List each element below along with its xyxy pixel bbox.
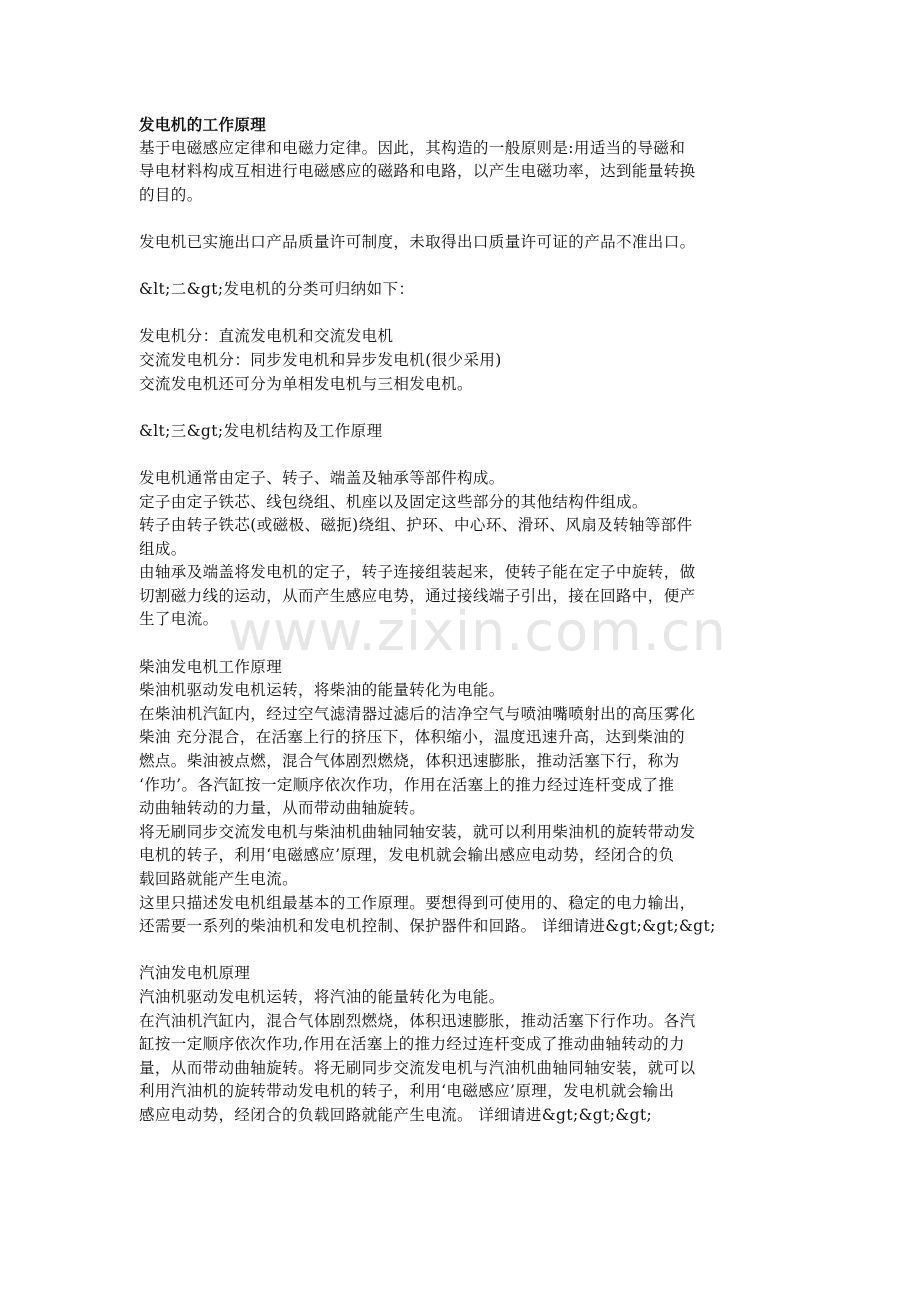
- paragraph: [139, 467, 789, 632]
- paragraph: [139, 231, 789, 255]
- paragraph-spacer: [139, 939, 789, 963]
- paragraph: [139, 278, 789, 302]
- text-line: 发电机通常由定子、转子、端盖及轴承等部件构成。: [139, 468, 505, 487]
- text-line: &lt;三&gt;发电机结构及工作原理: [139, 421, 383, 440]
- text-line: 发电机分：直流发电机和交流发电机: [139, 327, 394, 346]
- text-line: 汽油发电机原理: [139, 964, 251, 983]
- text-line: 汽油机驱动发电机运转，将汽油的能量转化为电能。: [139, 987, 505, 1006]
- text-line: 由轴承及端盖将发电机的定子，转子连接组装起来，使转子能在定子中旋转，做: [139, 563, 696, 582]
- paragraph: [139, 656, 789, 939]
- text-line: 柴油机驱动发电机运转，将柴油的能量转化为电能。: [139, 681, 505, 700]
- paragraph: [139, 962, 789, 1127]
- watermark: www.zixin.com.cn: [228, 600, 727, 663]
- text-line: 燃点。柴油被点燃，混合气体剧烈燃烧，体积迅速膨胀，推动活塞下行，称为: [139, 752, 680, 771]
- text-line: 还需要一系列的柴油机和发电机控制、保护器件和回路。 详细请进&gt;&gt;&gt;: [139, 917, 716, 936]
- paragraph-spacer: [139, 207, 789, 231]
- paragraph-spacer: [139, 396, 789, 420]
- text-line: 在柴油机汽缸内，经过空气滤清器过滤后的洁净空气与喷油嘴喷射出的高压雾化: [139, 704, 696, 723]
- text-line: 缸按一定顺序依次作功,作用在活塞上的推力经过连杆变成了推动曲轴转动的力: [139, 1035, 685, 1054]
- document-title: 发电机的工作原理: [139, 115, 267, 134]
- text-line: &lt;二&gt;发电机的分类可归纳如下：: [139, 280, 415, 299]
- paragraph: [139, 137, 789, 208]
- text-line: 感应电动势，经闭合的负载回路就能产生电流。 详细请进&gt;&gt;&gt;: [139, 1105, 653, 1124]
- document-content: [139, 137, 789, 1128]
- text-line: 交流发电机还可分为单相发电机与三相发电机。: [139, 374, 473, 393]
- text-line: 动曲轴转动的力量，从而带动曲轴旋转。: [139, 799, 426, 818]
- text-line: 导电材料构成互相进行电磁感应的磁路和电路，以产生电磁功率，达到能量转换: [139, 162, 696, 181]
- text-line: 柴油发电机工作原理: [139, 657, 283, 676]
- paragraph: [139, 420, 789, 444]
- text-line: 将无刷同步交流发电机与柴油机曲轴同轴安装，就可以利用柴油机的旋转带动发: [139, 822, 696, 841]
- text-line: 转子由转子铁芯(或磁极、磁扼)绕组、护环、中心环、滑环、风扇及转轴等部件: [139, 516, 693, 535]
- text-line: 量，从而带动曲轴旋转。将无刷同步交流发电机与汽油机曲轴同轴安装，就可以: [139, 1058, 696, 1077]
- text-line: 定子由定子铁芯、线包绕组、机座以及固定这些部分的其他结构件组成。: [139, 492, 648, 511]
- text-line: 组成。: [139, 539, 187, 558]
- text-line: 的目的。: [139, 185, 203, 204]
- text-line: 电机的转子，利用‘电磁感应’原理，发电机就会输出感应电动势，经闭合的负: [139, 846, 675, 865]
- text-line: 这里只描述发电机组最基本的工作原理。要想得到可使用的、稳定的电力输出，: [139, 893, 696, 912]
- text-line: 利用汽油机的旋转带动发电机的转子，利用‘电磁感应’原理，发电机就会输出: [139, 1082, 675, 1101]
- text-line: 发电机已实施出口产品质量许可制度，未取得出口质量许可证的产品不准出口。: [139, 232, 696, 251]
- paragraph-spacer: [139, 443, 789, 467]
- text-line: ‘作功’。各汽缸按一定顺序依次作功，作用在活塞上的推力经过连杆变成了推: [139, 775, 675, 794]
- text-line: 切割磁力线的运动，从而产生感应电势，通过接线端子引出，接在回路中，便产: [139, 586, 696, 605]
- paragraph: [139, 325, 789, 396]
- paragraph-spacer: [139, 255, 789, 279]
- document-body: [139, 113, 789, 1128]
- text-line: 基于电磁感应定律和电磁力定律。因此，其构造的一般原则是:用适当的导磁和: [139, 138, 686, 157]
- text-line: 交流发电机分：同步发电机和异步发电机(很少采用): [139, 350, 502, 369]
- text-line: 载回路就能产生电流。: [139, 870, 299, 888]
- text-line: 柴油 充分混合，在活塞上行的挤压下，体积缩小，温度迅速升高，达到柴油的: [139, 728, 685, 747]
- paragraph-spacer: [139, 632, 789, 656]
- text-line: 在汽油机汽缸内，混合气体剧烈燃烧，体积迅速膨胀，推动活塞下行作功。各汽: [139, 1011, 696, 1030]
- paragraph-spacer: [139, 302, 789, 326]
- text-line: 生了电流。: [139, 610, 219, 629]
